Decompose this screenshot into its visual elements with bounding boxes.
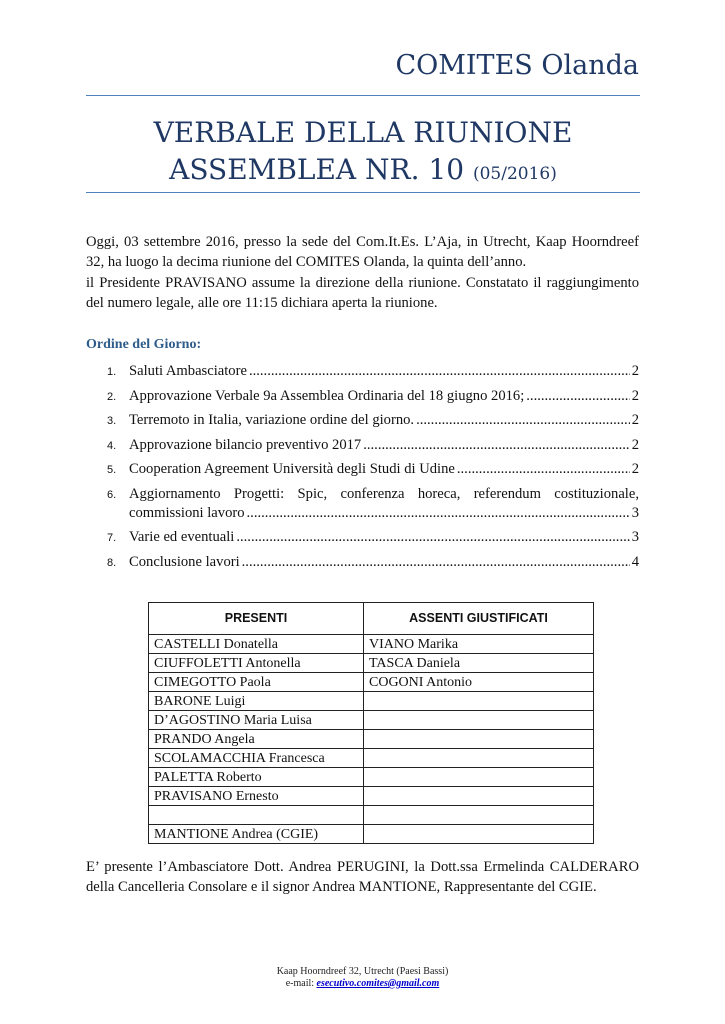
agenda-entry-line <box>129 387 639 406</box>
agenda-item-number: 5. <box>107 464 117 476</box>
present-member: PRAVISANO Ernesto <box>149 787 364 806</box>
attendance-row <box>149 673 594 692</box>
agenda-leader-dots <box>363 436 629 455</box>
present-member: BARONE Luigi <box>149 692 364 711</box>
absent-member <box>364 787 594 806</box>
attendance-row <box>149 768 594 787</box>
agenda-leader-dots <box>242 553 630 572</box>
present-member: MANTIONE Andrea (CGIE) <box>149 825 364 844</box>
intro-paragraph-2: il Presidente PRAVISANO assume la direzione della riunione. Constatato il raggiungimento del numero legale, alle ore 11:15 dichiara aperta la riunione. <box>86 275 639 311</box>
absent-member <box>364 806 594 825</box>
absent-member <box>364 768 594 787</box>
absent-member <box>364 749 594 768</box>
footer-address: Kaap Hoorndreef 32, Utrecht (Paesi Bassi) <box>276 966 449 977</box>
agenda-item-text: Saluti Ambasciatore <box>129 363 247 379</box>
agenda-item-number: 1. <box>107 366 117 378</box>
agenda-item <box>86 411 639 430</box>
present-member: CIUFFOLETTI Antonella <box>149 654 364 673</box>
agenda-item-text: Conclusione lavori <box>129 553 240 570</box>
present-column-header: PRESENTI <box>149 603 364 635</box>
agenda-item-text: Cooperation Agreement Università degli Studi di Udine <box>129 461 455 477</box>
title-assembly: ASSEMBLEA NR. 10 <box>169 153 465 186</box>
attendance-row <box>149 825 594 844</box>
agenda-item <box>86 553 639 572</box>
agenda-page-number: 3 <box>631 529 639 545</box>
agenda-list <box>86 362 639 577</box>
agenda-leader-dots <box>457 460 630 479</box>
intro-section <box>86 233 639 315</box>
agenda-page-number: 2 <box>631 436 639 453</box>
title-line-1: VERBALE DELLA RIUNIONE <box>153 116 573 149</box>
agenda-leader-dots <box>416 411 630 430</box>
agenda-item <box>86 485 639 523</box>
agenda-item-text: Approvazione Verbale 9a Assemblea Ordinaria del 18 giugno 2016; <box>129 387 525 404</box>
agenda-leader-dots <box>236 528 629 547</box>
agenda-item-number: 6. <box>107 488 117 501</box>
agenda-page-number: 2 <box>631 412 639 428</box>
attendance-row <box>149 635 594 654</box>
agenda-item-text: Approvazione bilancio preventivo 2017 <box>129 436 362 453</box>
agenda-heading: Ordine del Giorno: <box>86 337 202 352</box>
attendance-row <box>149 787 594 806</box>
footer-email-line <box>0 978 725 990</box>
present-member: SCOLAMACCHIA Francesca <box>149 749 364 768</box>
absent-member: VIANO Marika <box>364 635 594 654</box>
document-title <box>86 114 640 193</box>
agenda-item <box>86 387 639 406</box>
attendance-row <box>149 730 594 749</box>
agenda-item-number: 7. <box>107 532 117 544</box>
agenda-item-text: Terremoto in Italia, variazione ordine del giorno. <box>129 412 415 428</box>
attendance-row <box>149 749 594 768</box>
intro-paragraph-1: Oggi, 03 settembre 2016, presso la sede del Com.It.Es. L’Aja, in Utrecht, Kaap Hoorndreef 32, ha luogo la decima riunione del COMITES Olanda, la quinta dell’anno. <box>86 234 639 270</box>
header-divider <box>86 95 640 96</box>
agenda-entry-line <box>129 460 639 479</box>
absent-member: TASCA Daniela <box>364 654 594 673</box>
agenda-item <box>86 436 639 455</box>
absent-member <box>364 730 594 749</box>
page-footer <box>0 966 725 990</box>
closing-paragraph: E’ presente l’Ambasciatore Dott. Andrea PERUGINI, la Dott.ssa Ermelinda CALDERARO della Cancelleria Consolare e il signor Andrea MANTIONE, Rappresentante del CGIE. <box>86 859 639 895</box>
agenda-item-number: 2. <box>107 390 117 403</box>
absent-member: COGONI Antonio <box>364 673 594 692</box>
attendance-table <box>148 602 594 844</box>
agenda-item <box>86 528 639 547</box>
present-member <box>149 806 364 825</box>
attendance-header-row <box>149 603 594 635</box>
title-number: (05/2016) <box>472 164 557 184</box>
agenda-item-text: Varie ed eventuali <box>129 529 235 545</box>
agenda-item-text-continued: commissioni lavoro <box>129 504 245 521</box>
footer-email-label: e-mail: <box>285 978 315 989</box>
present-member: CASTELLI Donatella <box>149 635 364 654</box>
agenda-item-text: Aggiornamento Progetti: Spic, conferenza horeca, referendum costituzionale, <box>129 485 639 502</box>
absent-member <box>364 711 594 730</box>
agenda-page-number: 2 <box>631 461 639 477</box>
attendance-row <box>149 806 594 825</box>
agenda-leader-dots <box>249 362 630 381</box>
present-member: PRANDO Angela <box>149 730 364 749</box>
agenda-item-number: 3. <box>107 415 117 427</box>
agenda-page-number: 2 <box>631 387 639 404</box>
absent-member <box>364 692 594 711</box>
agenda-item <box>86 362 639 381</box>
agenda-leader-dots <box>526 387 629 406</box>
agenda-page-number: 2 <box>631 363 639 379</box>
agenda-item <box>86 460 639 479</box>
agenda-entry-line <box>129 436 639 455</box>
attendance-row <box>149 692 594 711</box>
attendance-row <box>149 654 594 673</box>
agenda-entry-line <box>129 411 639 430</box>
present-member: CIMEGOTTO Paola <box>149 673 364 692</box>
present-member: D’AGOSTINO Maria Luisa <box>149 711 364 730</box>
agenda-item-number: 4. <box>107 439 117 452</box>
present-member: PALETTA Roberto <box>149 768 364 787</box>
title-divider <box>86 192 640 193</box>
agenda-page-number: 3 <box>631 504 639 521</box>
agenda-leader-dots <box>247 504 630 523</box>
agenda-entry-line <box>129 362 639 381</box>
attendance-row <box>149 711 594 730</box>
absent-column-header: ASSENTI GIUSTIFICATI <box>364 603 594 635</box>
organization-header: COMITES Olanda <box>395 50 639 81</box>
title-line-2 <box>86 151 640 193</box>
agenda-page-number: 4 <box>631 553 639 570</box>
agenda-entry-line <box>129 553 639 572</box>
agenda-entry-line <box>129 504 639 523</box>
agenda-item-number: 8. <box>107 556 117 569</box>
footer-email-link[interactable]: esecutivo.comites@gmail.com <box>316 978 440 989</box>
absent-member <box>364 825 594 844</box>
agenda-entry-line <box>129 528 639 547</box>
